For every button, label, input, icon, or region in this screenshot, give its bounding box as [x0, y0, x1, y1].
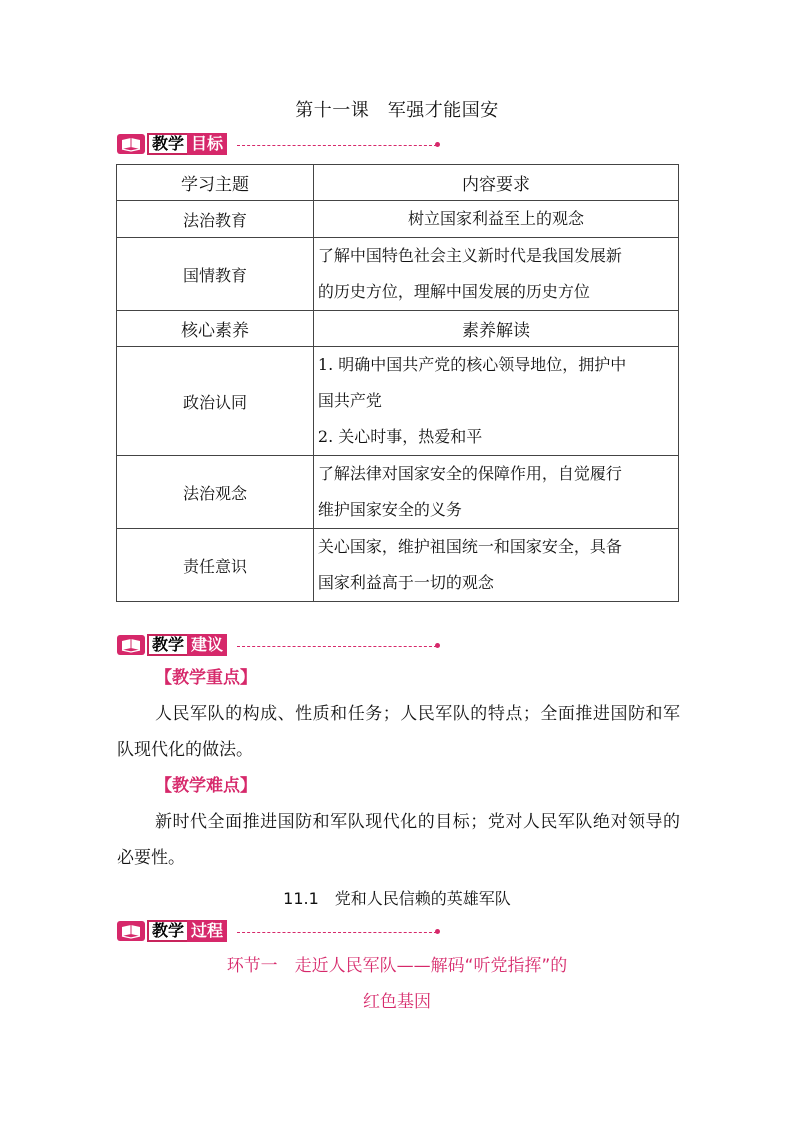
table-cell-content: [313, 201, 678, 238]
suggestions-section-header: [117, 632, 437, 658]
dashed-divider: [237, 646, 437, 647]
header-literacy-interpretation: 素养解读: [313, 311, 678, 347]
header-core-literacy: 核心素养: [117, 311, 314, 347]
process-section-header: [117, 918, 437, 944]
table-cell-content: [313, 347, 678, 456]
objectives-label-b: 目标: [187, 133, 227, 155]
table-cell-content: [313, 238, 678, 311]
header-study-topic: 学习主题: [117, 165, 314, 201]
table-cell-topic: 国情教育: [117, 238, 314, 311]
objectives-table: [116, 164, 679, 602]
cell-line: 树立国家利益至上的观念: [407, 209, 584, 228]
cell-line: 1. 明确中国共产党的核心领导地位，拥护中: [317, 355, 627, 374]
key-points-text: 人民军队的构成、性质和任务；人民军队的特点；全面推进国防和军队现代化的做法。: [117, 704, 680, 760]
table-cell-content: [313, 456, 678, 529]
difficult-points-text: 新时代全面推进国防和军队现代化的目标；党对人民军队绝对领导的必要性。: [117, 812, 680, 868]
book-icon: [117, 635, 145, 655]
table-cell-topic: 责任意识: [117, 529, 314, 602]
divider-dot: [435, 929, 440, 934]
table-row: [117, 529, 679, 602]
table-header-row: [117, 165, 679, 201]
cell-line: 国家利益高于一切的观念: [317, 573, 494, 592]
table-row: [117, 456, 679, 529]
key-points-block: [117, 660, 680, 876]
table-cell-topic: 法治教育: [117, 201, 314, 238]
key-points-label: 【教学重点】: [155, 668, 257, 688]
cell-line: 维护国家安全的义务: [317, 500, 462, 519]
process-label-a: 教学: [147, 920, 187, 942]
cell-line: 的历史方位，理解中国发展的历史方位: [317, 282, 590, 301]
suggestions-label-a: 教学: [147, 634, 187, 656]
table-cell-content: [313, 529, 678, 602]
divider-dot: [435, 142, 440, 147]
section-heading-line-1: 环节一 走近人民军队——解码“听党指挥”的: [226, 956, 568, 976]
header-content-requirement: 内容要求: [313, 165, 678, 201]
cell-line: 关心国家，维护祖国统一和国家安全，具备: [317, 537, 622, 556]
divider-dot: [435, 643, 440, 648]
table-row: [117, 347, 679, 456]
objectives-label-a: 教学: [147, 133, 187, 155]
table-row: [117, 238, 679, 311]
lesson-subtitle: 11.1 党和人民信赖的英雄军队: [283, 889, 511, 908]
table-row: [117, 201, 679, 238]
cell-line: 了解中国特色社会主义新时代是我国发展新: [317, 246, 622, 265]
cell-line: 国共产党: [317, 391, 382, 410]
dashed-divider: [237, 932, 437, 933]
difficult-points-label: 【教学难点】: [155, 776, 257, 796]
table-cell-topic: 法治观念: [117, 456, 314, 529]
objectives-section-header: [117, 131, 437, 157]
page-title: 第十一课 军强才能国安: [295, 100, 499, 121]
dashed-divider: [237, 145, 437, 146]
cell-line: 2. 关心时事，热爱和平: [317, 427, 483, 446]
cell-line: 了解法律对国家安全的保障作用，自觉履行: [317, 464, 622, 483]
section-heading-line-2: 红色基因: [363, 992, 431, 1012]
book-icon: [117, 921, 145, 941]
book-icon: [117, 134, 145, 154]
table-cell-topic: 政治认同: [117, 347, 314, 456]
process-label-b: 过程: [187, 920, 227, 942]
table-header-row: [117, 311, 679, 347]
suggestions-label-b: 建议: [187, 634, 227, 656]
